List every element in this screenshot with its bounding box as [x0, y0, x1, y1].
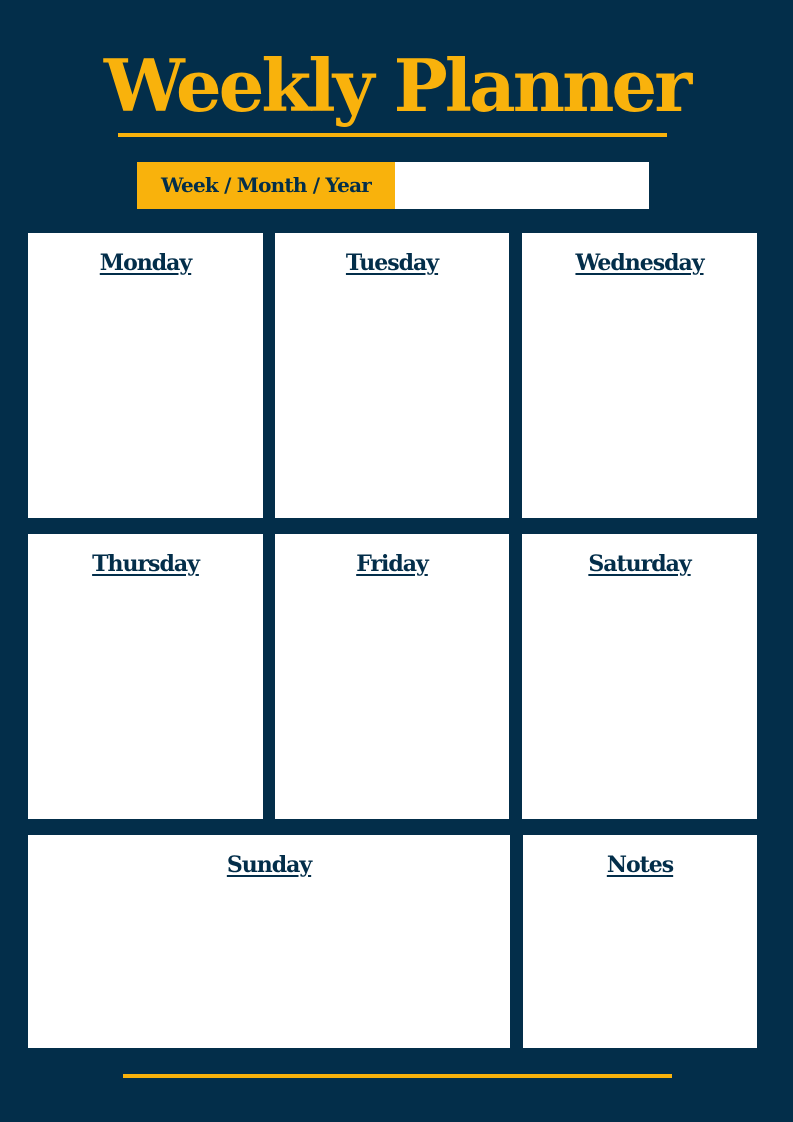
- day-box-friday: [275, 534, 509, 819]
- day-title-sunday: Sunday: [226, 852, 312, 878]
- day-box-sunday: [28, 835, 510, 1048]
- day-box-tuesday: [275, 233, 509, 518]
- day-box-wednesday: [522, 233, 757, 518]
- day-box-thursday: [28, 534, 263, 819]
- day-entry-wednesday[interactable]: [532, 289, 747, 508]
- day-entry-tuesday[interactable]: [285, 289, 499, 508]
- day-entry-saturday[interactable]: [532, 590, 747, 809]
- footer-rule: [123, 1074, 672, 1078]
- day-box-monday: [28, 233, 263, 518]
- notes-entry[interactable]: [533, 891, 747, 1038]
- day-title-wednesday: Wednesday: [575, 250, 704, 276]
- date-label: Week / Month / Year: [137, 162, 395, 209]
- page-title: Weekly Planner: [103, 43, 690, 128]
- date-input[interactable]: [395, 162, 649, 209]
- day-box-saturday: [522, 534, 757, 819]
- date-bar: [137, 162, 649, 209]
- notes-title: Notes: [606, 852, 674, 878]
- day-entry-sunday[interactable]: [38, 891, 500, 1038]
- day-entry-thursday[interactable]: [38, 590, 253, 809]
- day-entry-friday[interactable]: [285, 590, 499, 809]
- day-entry-monday[interactable]: [38, 289, 253, 508]
- day-title-monday: Monday: [99, 250, 192, 276]
- day-title-thursday: Thursday: [92, 551, 199, 577]
- day-title-saturday: Saturday: [588, 551, 691, 577]
- notes-box: [523, 835, 757, 1048]
- title-underline: [118, 133, 667, 137]
- day-title-friday: Friday: [356, 551, 428, 577]
- day-title-tuesday: Tuesday: [345, 250, 439, 276]
